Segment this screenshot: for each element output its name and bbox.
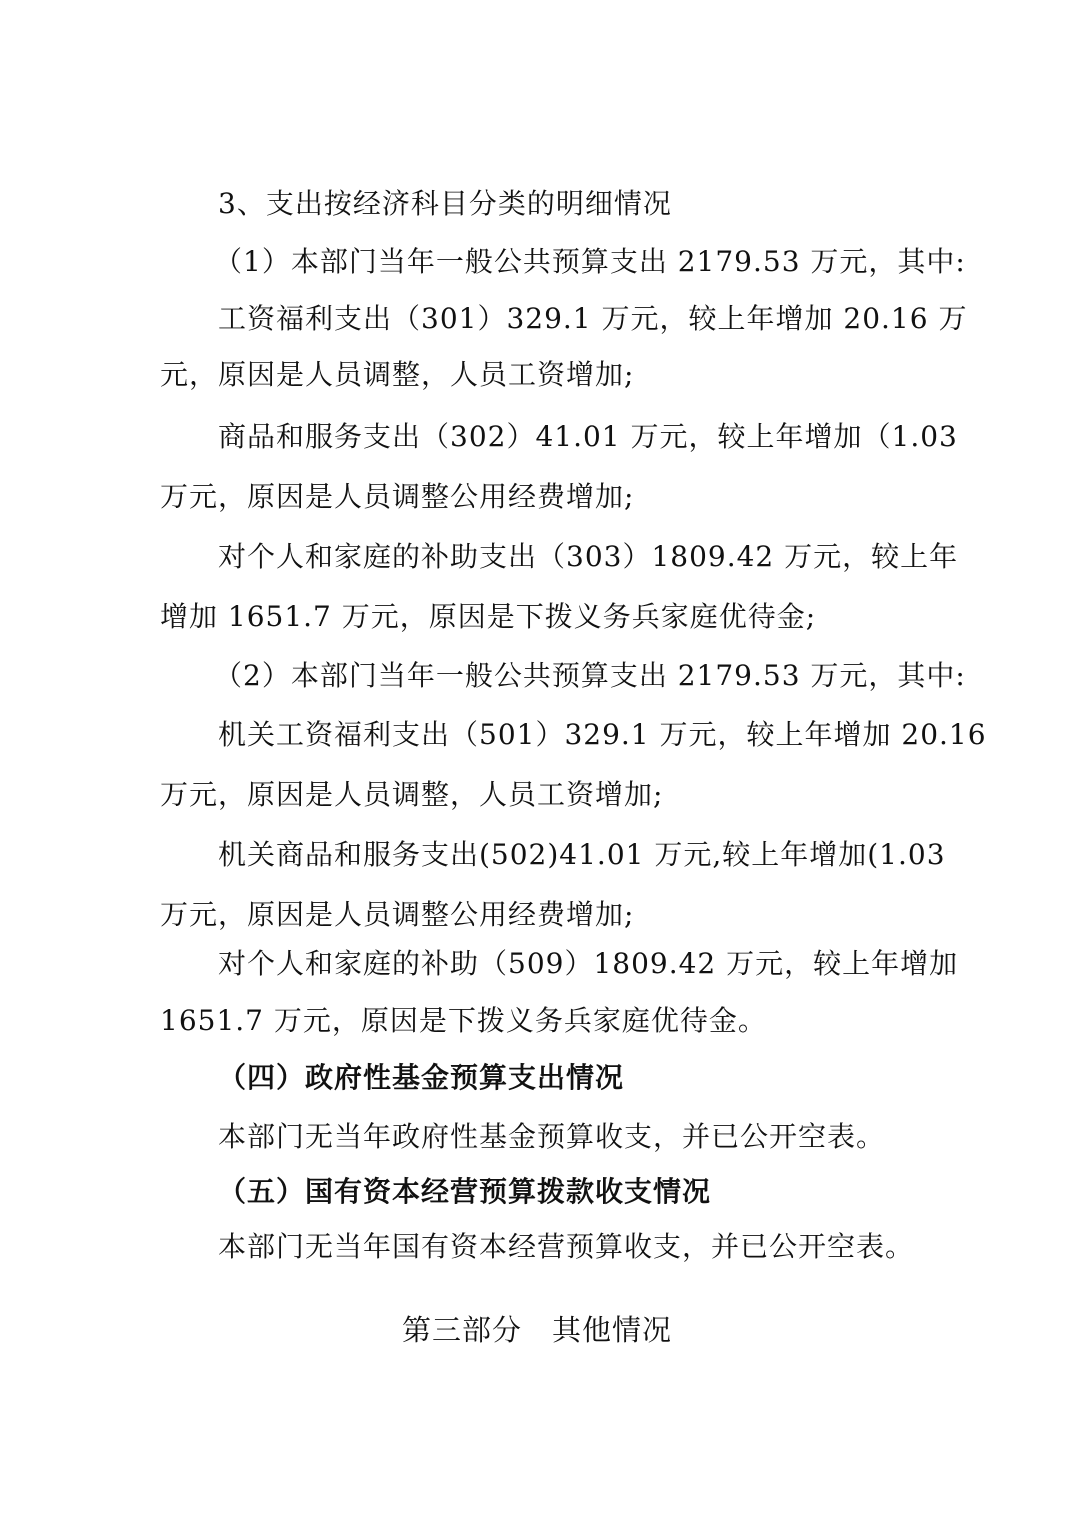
section5-body: 本部门无当年国有资本经营预算收支，并已公开空表。 [218,1230,915,1263]
sub2-item2-line1: 机关商品和服务支出(502)41.01 万元,较上年增加(1.03 [218,838,946,871]
sub2-item1-line2: 万元，原因是人员调整，人员工资增加; [160,778,664,811]
section5-heading: （五）国有资本经营预算拨款收支情况 [218,1175,712,1208]
item3-heading: 3、支出按经济科目分类的明细情况 [218,187,672,220]
sub1-item3-line1: 对个人和家庭的补助支出（303）1809.42 万元，较上年 [218,540,959,573]
sub1-item2-line2: 万元，原因是人员调整公用经费增加; [160,480,635,513]
sub2-heading: （2）本部门当年一般公共预算支出 2179.53 万元，其中: [214,659,966,692]
section4-heading: （四）政府性基金预算支出情况 [218,1061,625,1094]
sub2-item3-line2: 1651.7 万元，原因是下拨义务兵家庭优待金。 [160,1004,767,1037]
sub1-item3-line2: 增加 1651.7 万元，原因是下拨义务兵家庭优待金; [160,600,817,633]
sub1-heading: （1）本部门当年一般公共预算支出 2179.53 万元，其中: [214,245,966,278]
sub1-item1-line1: 工资福利支出（301）329.1 万元，较上年增加 20.16 万 [218,302,968,335]
sub1-item2-line1: 商品和服务支出（302）41.01 万元，较上年增加（1.03 [218,420,958,453]
sub1-item1-line2: 元，原因是人员调整，人员工资增加; [160,358,635,391]
sub2-item1-line1: 机关工资福利支出（501）329.1 万元，较上年增加 20.16 [218,718,987,751]
sub2-item3-line1: 对个人和家庭的补助（509）1809.42 万元，较上年增加 [218,947,959,980]
part3-title: 第三部分 其他情况 [401,1313,672,1347]
sub2-item2-line2: 万元，原因是人员调整公用经费增加; [160,898,635,931]
section4-body: 本部门无当年政府性基金预算收支，并已公开空表。 [218,1120,886,1153]
